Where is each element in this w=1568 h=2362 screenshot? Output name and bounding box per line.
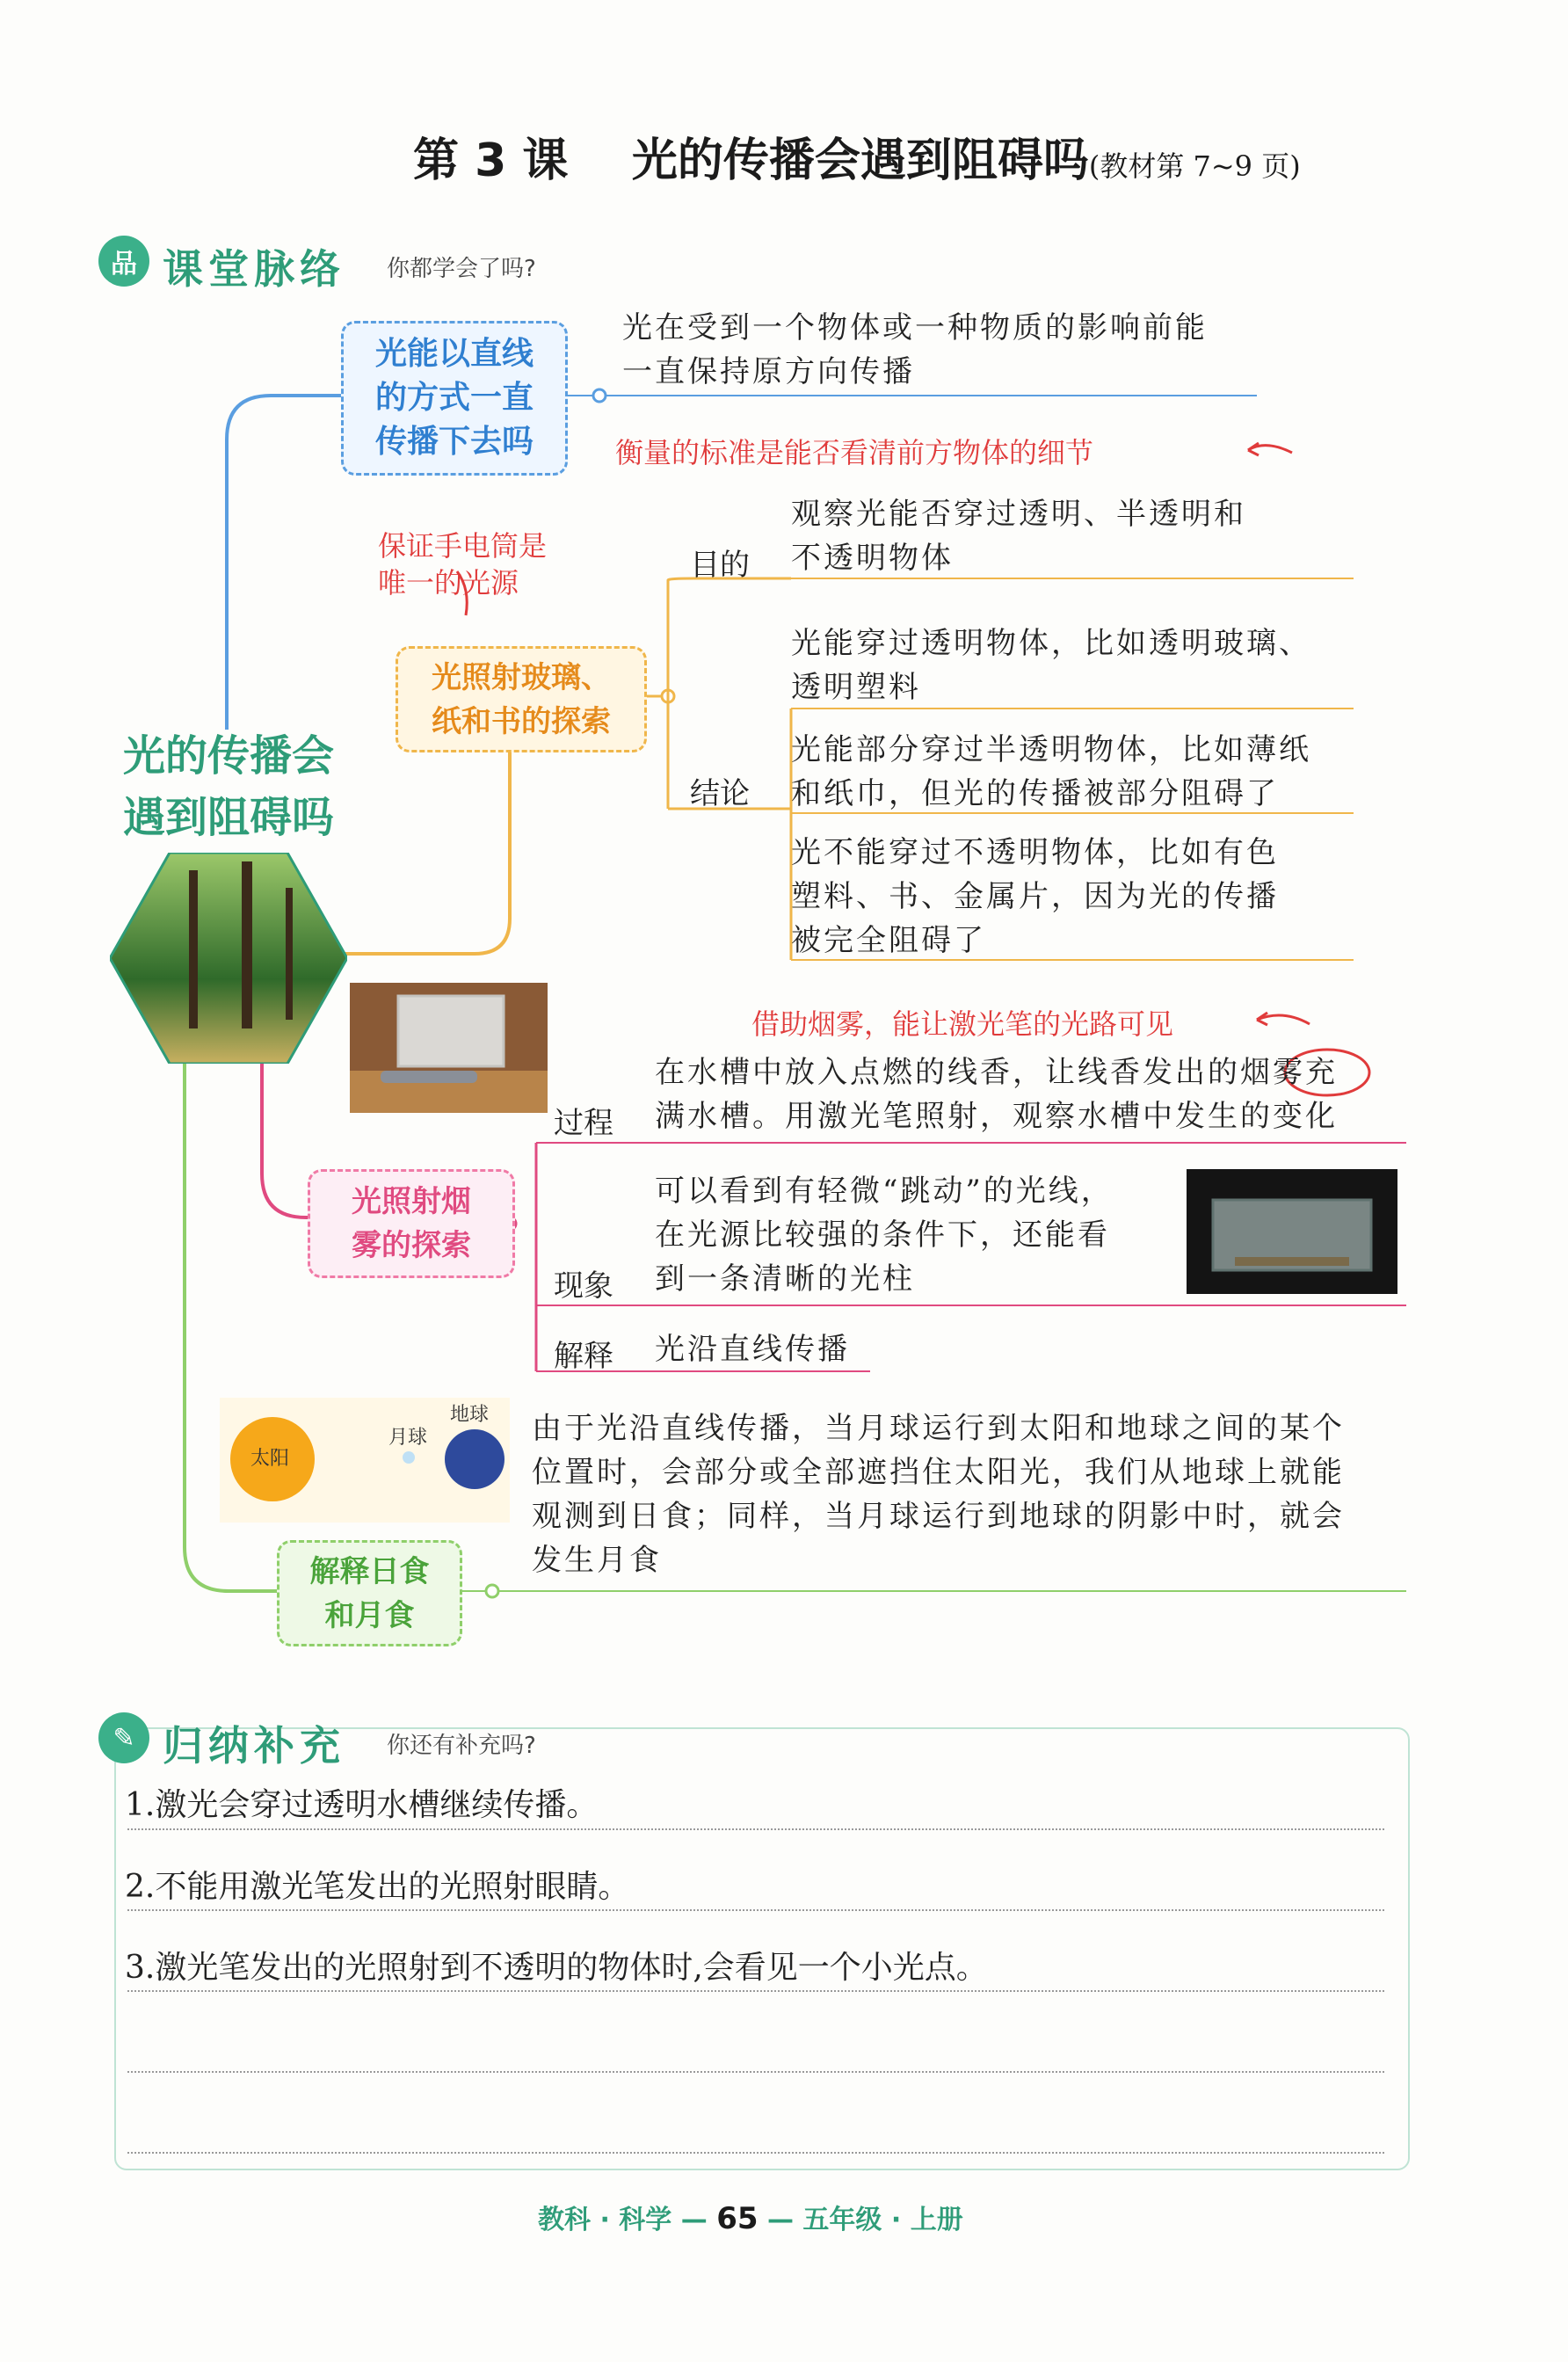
handwritten-note-smoke: 借助烟雾，能让激光笔的光路可见 [751,1007,1174,1041]
page-footer: 教科 · 科学 — 65 — 五年级 · 上册 [538,2201,963,2236]
topic-box-smoke: 光照射烟 雾的探索 [308,1169,515,1278]
section-hint: 你都学会了吗? [387,256,536,282]
note-item-3: 3.激光笔发出的光照射到不透明的物体时,会看见一个小光点。 [125,1950,988,1986]
note-line [127,2071,1384,2073]
page-number: 65 [716,2201,759,2236]
explanation-text: 光沿直线传播 [655,1332,850,1367]
conclusion-opaque: 光不能穿过不透明物体，比如有色 塑料、书、金属片，因为光的传播 被完全阻碍了 [791,835,1279,958]
note-item-2: 2.不能用激光笔发出的光照射眼睛。 [125,1869,630,1905]
purpose-label: 目的 [690,548,750,583]
question-box-straight-line: 光能以直线 的方式一直 传播下去吗 [341,321,568,476]
note-line [127,1990,1384,1992]
laser-tank-photo [1187,1169,1397,1294]
topic-box-eclipse: 解释日食 和月食 [277,1540,462,1646]
purpose-text: 观察光能否穿过透明、半透明和 不透明物体 [791,497,1246,576]
section-hint-summary: 你还有补充吗? [387,1733,536,1759]
conclusion-label: 结论 [690,776,750,811]
phenomenon-text: 可以看到有轻微“跳动”的光线， 在光源比较强的条件下，还能看 到一条清晰的光柱 [655,1174,1114,1297]
sun-label: 太阳 [250,1448,290,1470]
section-title-summary: 归纳补充 [163,1722,345,1770]
conclusion-transparent: 光能穿过透明物体，比如透明玻璃、 透明塑料 [791,626,1311,705]
section-icon: 品 [98,236,149,287]
moon-label: 月球 [388,1427,428,1449]
handwritten-note-criteria: 衡量的标准是能否看清前方物体的细节 [615,436,1094,469]
phenomenon-label: 现象 [554,1268,613,1304]
earth-label: 地球 [450,1404,490,1426]
process-text: 在水槽中放入点燃的线香，让线香发出的烟雾充 满水槽。用激光笔照射，观察水槽中发生的变化 [655,1055,1338,1134]
note-item-1: 1.激光会穿过透明水槽继续传播。 [125,1787,599,1823]
textbook-reference: (教材第 7~9 页) [1088,149,1301,183]
lesson-number: 第 3 课 [413,134,569,187]
central-topic: 光的传播会 遇到阻碍吗 [122,731,334,842]
conclusion-translucent: 光能部分穿过半透明物体，比如薄纸 和纸巾，但光的传播被部分阻碍了 [791,732,1311,811]
answer-straight-line: 光在受到一个物体或一种物质的影响前能 一直保持原方向传播 [622,310,1208,389]
topic-box-glass-paper-book: 光照射玻璃、 纸和书的探索 [396,646,647,752]
section-title: 课堂脉络 [163,245,345,293]
explanation-label: 解释 [554,1339,613,1374]
process-label: 过程 [554,1106,613,1141]
note-line [127,1828,1384,1830]
handwritten-note-flashlight: 保证手电筒是 唯一的光源 [378,529,548,600]
forest-photo [110,853,347,1064]
note-line [127,2152,1384,2154]
eclipse-explanation: 由于光沿直线传播，当月球运行到太阳和地球之间的某个 位置时，会部分或全部遮挡住太阳光，我们从地球上就能 观测到日食；同样，当月球运行到地球的阴影中时，就会 发生月食 [532,1411,1345,1578]
water-tank-photo [350,983,548,1113]
lesson-title: 光的传播会遇到阻碍吗 [631,134,1089,187]
note-line [127,1909,1384,1911]
pencil-icon: ✎ [98,1712,149,1763]
